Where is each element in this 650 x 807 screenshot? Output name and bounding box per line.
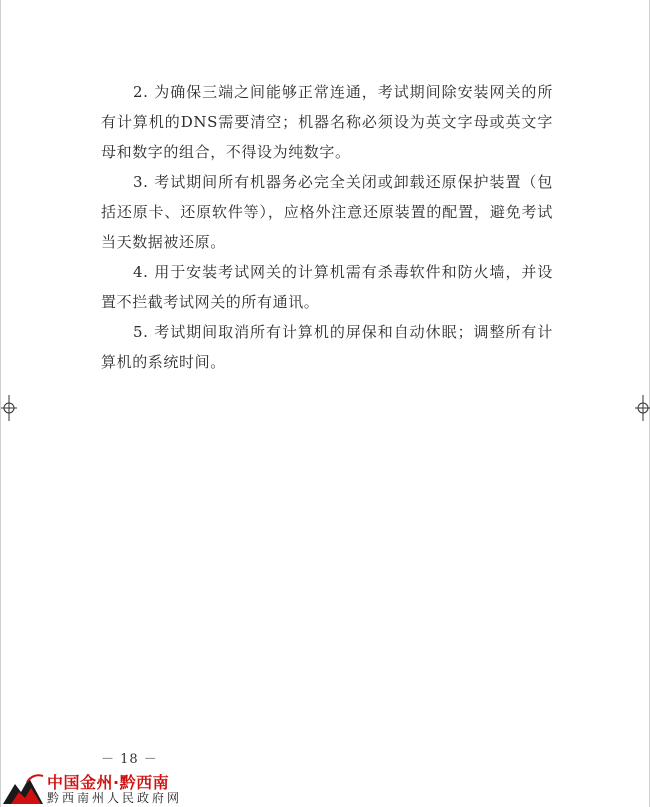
crop-mark-right-icon (635, 395, 650, 421)
crop-mark-left-icon (1, 395, 17, 421)
page-number: － 18 － (101, 752, 158, 767)
paragraph-item-3: 3. 考试期间所有机器务必完全关闭或卸载还原保护装置（包括还原卡、还原软件等），应格外注意还原装置的配置，避免考试当天数据被还原。 (101, 173, 553, 251)
document-body (101, 77, 553, 377)
paragraph-item-5: 5. 考试期间取消所有计算机的屏保和自动休眠；调整所有计算机的系统时间。 (101, 323, 553, 371)
watermark-title: 中国金州·黔西南 (47, 773, 170, 792)
watermark-subtitle: 黔西南州人民政府网 (47, 791, 183, 805)
paragraph-item-4: 4. 用于安装考试网关的计算机需有杀毒软件和防火墙，并设置不拦截考试网关的所有通讯。 (101, 263, 553, 311)
paragraph-item-2: 2. 为确保三端之间能够正常连通，考试期间除安装网关的所有计算机的DNS需要清空；机器名称必须设为英文字母或英文字母和数字的组合，不得设为纯数字。 (101, 83, 553, 161)
